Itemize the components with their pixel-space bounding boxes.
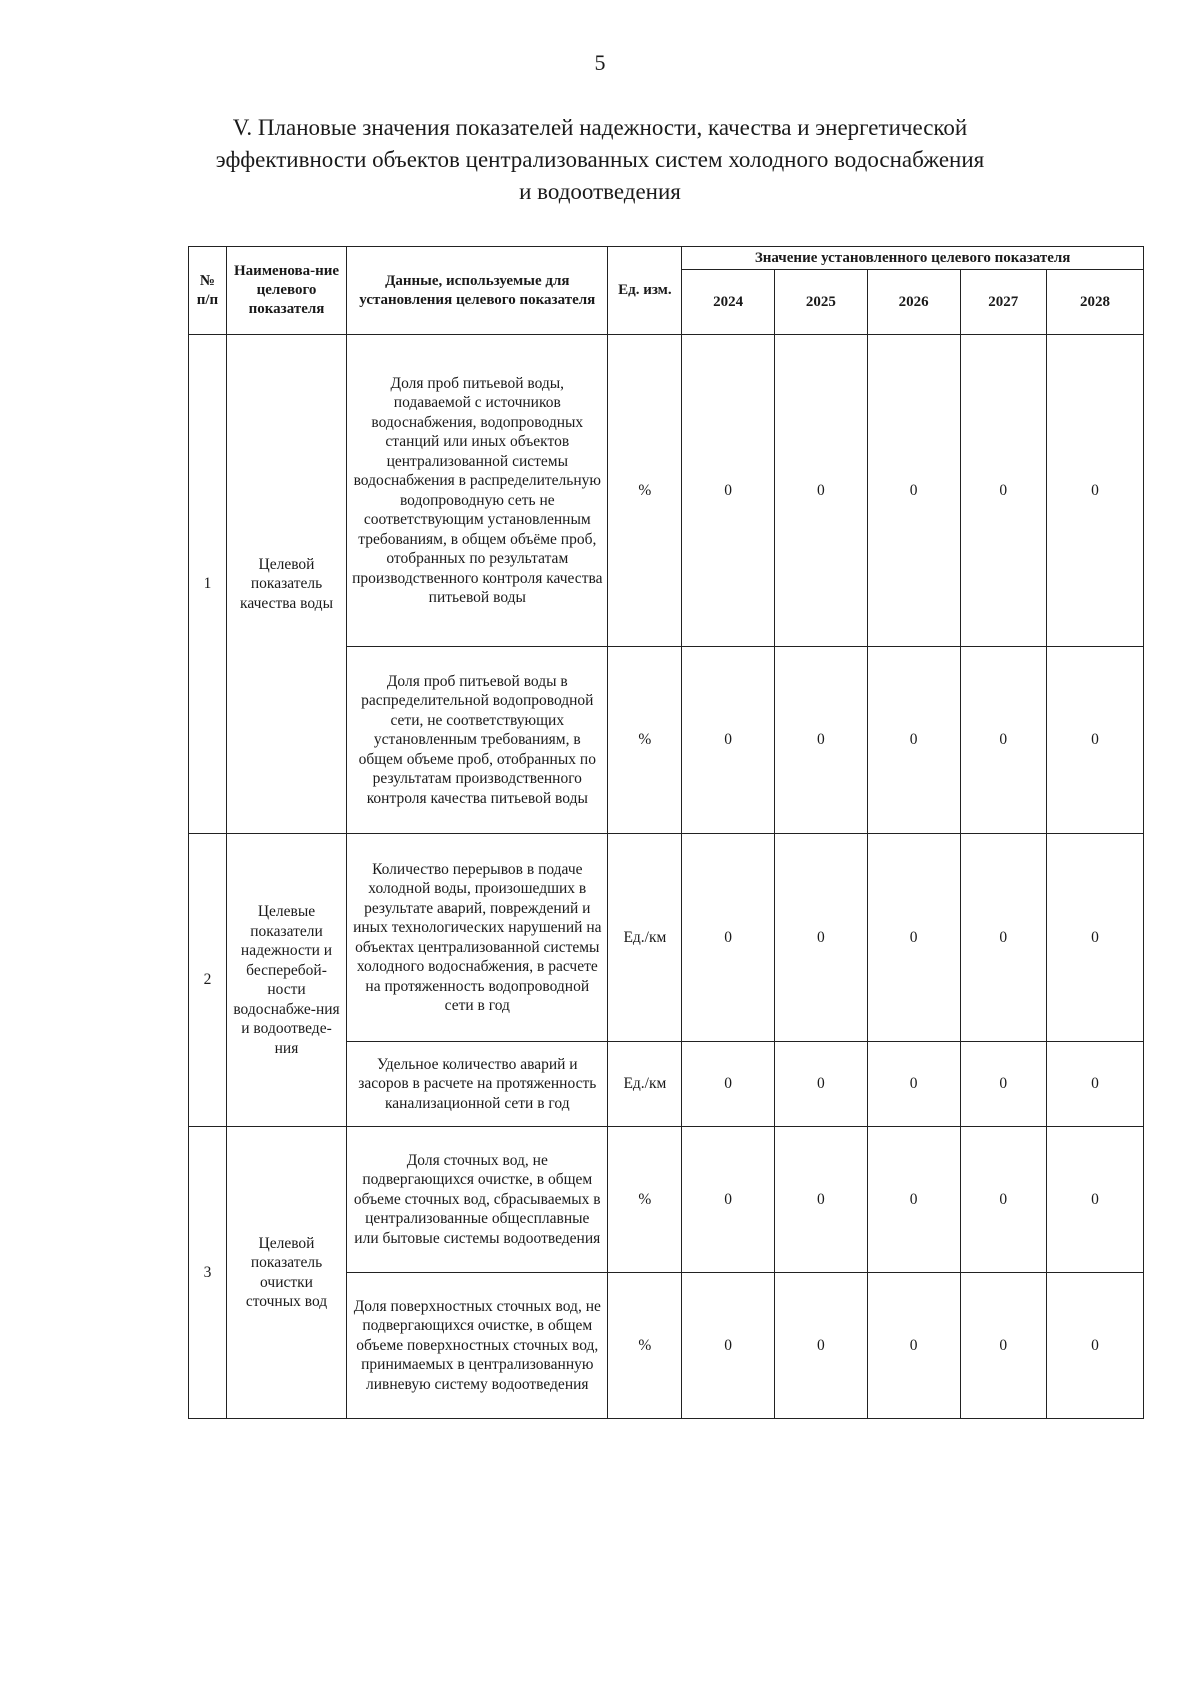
header-unit: Ед. изм. [608, 247, 682, 335]
group-name: Целевой показатель качества воды [226, 335, 346, 834]
value-cell: 0 [775, 335, 868, 647]
section-title-line-1: V. Плановые значения показателей надежности, качества и энергетической [232, 115, 968, 140]
value-cell: 0 [775, 1127, 868, 1273]
indicator-description: Доля проб питьевой воды в распределительной водопроводной сети, не соответствующих установленным требованиям, в общем объеме проб, отобранных по результатам производственного контроля качества питьевой воды [347, 647, 608, 834]
value-cell: 0 [960, 335, 1046, 647]
value-cell: 0 [867, 335, 960, 647]
value-cell: 0 [867, 1273, 960, 1419]
indicator-unit: % [608, 1127, 682, 1273]
header-name: Наименова-ние целевого показателя [226, 247, 346, 335]
value-cell: 0 [775, 647, 868, 834]
value-cell: 0 [775, 834, 868, 1042]
header-year: 2028 [1046, 270, 1143, 335]
value-cell: 0 [1046, 834, 1143, 1042]
value-cell: 0 [1046, 1042, 1143, 1127]
group-num: 3 [189, 1127, 227, 1419]
indicator-unit: % [608, 1273, 682, 1419]
value-cell: 0 [1046, 335, 1143, 647]
header-value-group: Значение установленного целевого показателя [682, 247, 1144, 270]
value-cell: 0 [1046, 647, 1143, 834]
group-name: Целевые показатели надежности и бесперебой-ности водоснабже-ния и водоотведе-ния [226, 834, 346, 1127]
value-cell: 0 [682, 1042, 775, 1127]
section-title-line-2: эффективности объектов централизованных систем холодного водоснабжения [215, 147, 985, 172]
indicator-unit: % [608, 335, 682, 647]
value-cell: 0 [867, 647, 960, 834]
section-title [150, 112, 1050, 208]
value-cell: 0 [960, 1042, 1046, 1127]
group-num: 2 [189, 834, 227, 1127]
value-cell: 0 [682, 834, 775, 1042]
page-number: 5 [594, 50, 606, 75]
header-year: 2027 [960, 270, 1046, 335]
value-cell: 0 [867, 1127, 960, 1273]
indicator-unit: Ед./км [608, 1042, 682, 1127]
value-cell: 0 [867, 1042, 960, 1127]
table-row [189, 834, 1144, 1042]
value-cell: 0 [682, 1273, 775, 1419]
target-indicators-table [188, 246, 1144, 1419]
value-cell: 0 [867, 834, 960, 1042]
header-row [189, 247, 1144, 270]
value-cell: 0 [1046, 1273, 1143, 1419]
group-num: 1 [189, 335, 227, 834]
section-title-line-3: и водоотведения [519, 179, 681, 204]
value-cell: 0 [1046, 1127, 1143, 1273]
group-name: Целевой показатель очистки сточных вод [226, 1127, 346, 1419]
value-cell: 0 [775, 1273, 868, 1419]
header-data: Данные, используемые для установления целевого показателя [347, 247, 608, 335]
header-num: № п/п [189, 247, 227, 335]
header-year: 2024 [682, 270, 775, 335]
indicator-description: Доля поверхностных сточных вод, не подвергающихся очистке, в общем объеме поверхностных сточных вод, принимаемых в централизованную ливневую систему водоотведения [347, 1273, 608, 1419]
indicator-unit: Ед./км [608, 834, 682, 1042]
value-cell: 0 [960, 834, 1046, 1042]
header-year: 2025 [775, 270, 868, 335]
indicator-description: Количество перерывов в подаче холодной воды, произошедших в результате аварий, повреждений и иных технологических нарушений на объектах централизованной системы холодного водоснабжения, в расчете на протяженность водопроводной сети в год [347, 834, 608, 1042]
value-cell: 0 [682, 1127, 775, 1273]
indicator-unit: % [608, 647, 682, 834]
table-row [189, 335, 1144, 647]
value-cell: 0 [960, 1127, 1046, 1273]
value-cell: 0 [682, 335, 775, 647]
value-cell: 0 [775, 1042, 868, 1127]
indicator-description: Доля сточных вод, не подвергающихся очистке, в общем объеме сточных вод, сбрасываемых в централизованные общесплавные или бытовые системы водоотведения [347, 1127, 608, 1273]
indicator-description: Удельное количество аварий и засоров в расчете на протяженность канализационной сети в год [347, 1042, 608, 1127]
indicator-description: Доля проб питьевой воды, подаваемой с источников водоснабжения, водопроводных станций или иных объектов централизованной системы водоснабжения в распределительную водопроводную сеть не соответствующим установленным требованиям, в общем объёме проб, отобранных по результатам производственного контроля качества питьевой воды [347, 335, 608, 647]
table-row [189, 1127, 1144, 1273]
value-cell: 0 [682, 647, 775, 834]
value-cell: 0 [960, 647, 1046, 834]
value-cell: 0 [960, 1273, 1046, 1419]
header-year: 2026 [867, 270, 960, 335]
